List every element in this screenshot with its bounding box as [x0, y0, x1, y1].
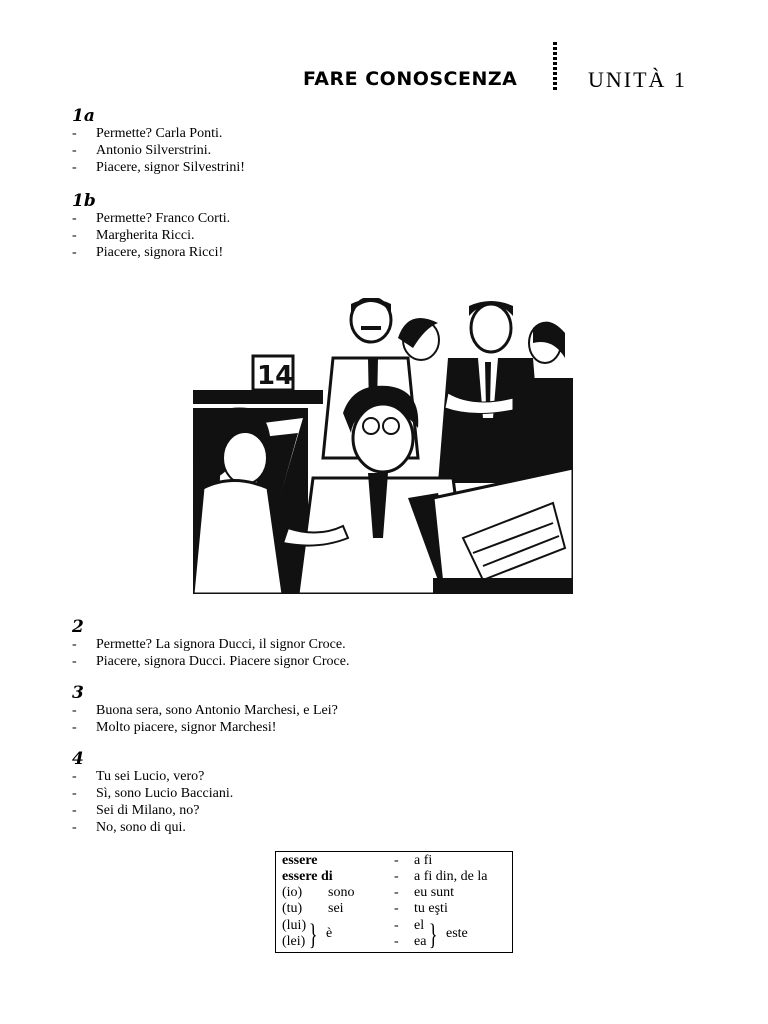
grammar-dash: - [394, 901, 399, 916]
grammar-verb: sono [328, 885, 355, 900]
grammar-translation: ea [414, 934, 427, 949]
grammar-dash: - [394, 934, 399, 949]
section-label: 1a [72, 106, 95, 126]
grammar-translation: el [414, 918, 425, 933]
page-title: FARE CONOSCENZA [303, 68, 518, 90]
section-label: 2 [72, 617, 84, 637]
brace-right-icon: } [308, 918, 318, 951]
dialogue-line: - Piacere, signora Ricci! [72, 245, 224, 260]
dialogue-line: - Antonio Silverstrini. [72, 143, 212, 158]
dialogue-line: - Permette? Franco Corti. [72, 211, 231, 226]
section-label: 1b [72, 191, 96, 211]
grammar-translation: tu eşti [414, 901, 448, 916]
dialogue-line: - Sei di Milano, no? [72, 803, 200, 818]
section-1b [72, 193, 230, 261]
grammar-translation: a fi din, de la [414, 869, 488, 884]
grammar-dash: - [394, 885, 399, 900]
grammar-pronoun: (lui) [282, 918, 307, 933]
section-3 [72, 685, 338, 736]
header-separator [553, 42, 557, 92]
dialogue-line: - Piacere, signora Ducci. Piacere signor Croce. [72, 654, 350, 669]
grammar-pronoun: (lei) [282, 934, 306, 949]
grammar-translation: eu sunt [414, 885, 455, 900]
brace-right-icon: } [428, 918, 438, 951]
svg-text:14: 14 [257, 361, 294, 391]
grammar-dash: - [394, 918, 399, 933]
unit-label: UNITÀ 1 [588, 67, 687, 92]
grammar-verb: è [326, 926, 333, 941]
grammar-pronoun: (io) [282, 885, 303, 900]
dialogue-line: - Sì, sono Lucio Bacciani. [72, 786, 234, 801]
grammar-dash: - [394, 869, 399, 884]
grammar-verb: sei [328, 901, 344, 916]
section-label: 3 [72, 683, 84, 703]
dialogue-line: - Molto piacere, signor Marchesi! [72, 720, 277, 735]
section-1a [72, 108, 245, 176]
grammar-translation: a fi [414, 853, 433, 868]
grammar-table [275, 851, 513, 953]
dialogue-line: - No, sono di qui. [72, 820, 186, 835]
section-label: 4 [72, 749, 84, 769]
dialogue-line: - Permette? La signora Ducci, il signor Croce. [72, 637, 346, 652]
section-2 [72, 619, 349, 670]
grammar-translation: este [446, 926, 468, 941]
dialogue-line: - Buona sera, sono Antonio Marchesi, e Lei? [72, 703, 338, 718]
dialogue-line: - Margherita Ricci. [72, 228, 195, 243]
dialogue-line: - Tu sei Lucio, vero? [72, 769, 205, 784]
illustration-people-meeting [193, 298, 573, 594]
dialogue-line: - Permette? Carla Ponti. [72, 126, 223, 141]
grammar-pronoun: (tu) [282, 901, 303, 916]
dialogue-line: - Piacere, signor Silvestrini! [72, 160, 245, 175]
grammar-dash: - [394, 853, 399, 868]
grammar-term: essere di [282, 869, 333, 884]
section-4 [72, 751, 233, 836]
grammar-term: essere [282, 853, 318, 868]
